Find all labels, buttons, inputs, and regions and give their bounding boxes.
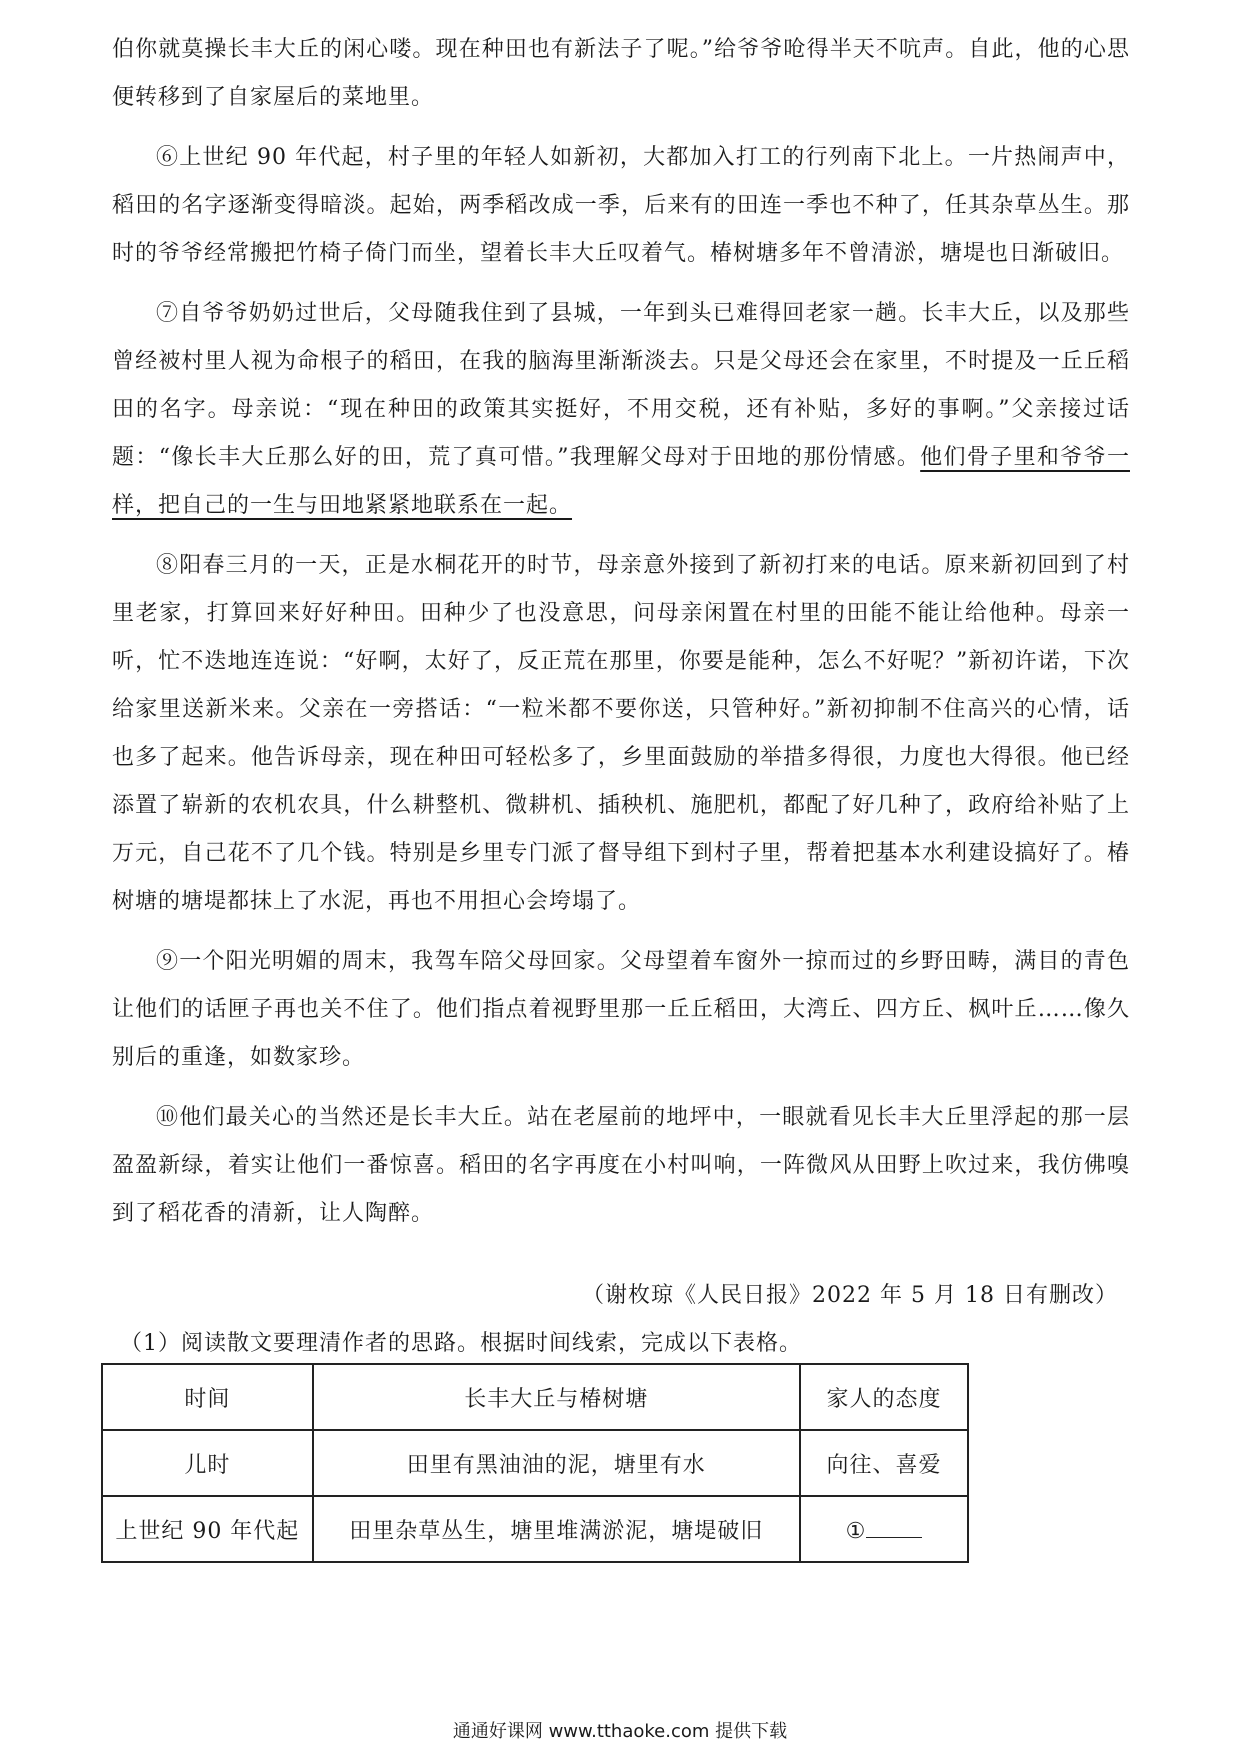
answer-blank-cell[interactable] [800, 1496, 968, 1562]
blank-line [866, 1515, 922, 1538]
paragraph-8: ⑧阳春三月的一天，正是水桐花开的时节，母亲意外接到了新初打来的电话。原来新初回到了村里老家，打算回来好好种田。田种少了也没意思，问母亲闲置在村里的田能不能让给他种。母亲一听，忙不迭地连连说：“好啊，太好了，反正荒在那里，你要是能种，怎么不好呢？”新初许诺，下次给家里送新米来。父亲在一旁搭话：“一粒米都不要你送，只管种好。”新初抑制不住高兴的心情，话也多了起来。他告诉母亲，现在种田可轻松多了，乡里面鼓励的举措多得很，力度也大得很。他已经添置了崭新的农机农具，什么耕整机、微耕机、插秧机、施肥机，都配了好几种了，政府给补贴了上万元，自己花不了几个钱。特别是乡里专门派了督导组下到村子里，帮着把基本水利建设搞好了。椿树塘的塘堤都抹上了水泥，再也不用担心会垮塌了。 [112, 553, 1130, 914]
paragraph-7 [112, 290, 1130, 530]
underlined-sentence: 他们骨子里和爷爷一样，把自己的一生与田地紧紧地联系在一起。 [112, 445, 1130, 518]
article-body [112, 26, 1130, 1250]
table-cell: 田里杂草丛生，塘里堆满淤泥，塘堤破旧 [313, 1496, 800, 1562]
table-header-cell: 家人的态度 [800, 1364, 968, 1430]
table-row [102, 1496, 968, 1562]
table-cell: 田里有黑油油的泥，塘里有水 [313, 1430, 800, 1496]
page-footer: 通通好课网 www.tthaoke.com 提供下载 [452, 1721, 788, 1742]
table-header-cell: 长丰大丘与椿树塘 [313, 1364, 800, 1430]
article-source: （谢枚琼《人民日报》2022 年 5 月 18 日有删改） [582, 1283, 1118, 1308]
blank-marker: ① [845, 1518, 867, 1544]
answer-table [101, 1363, 969, 1563]
table-cell: 儿时 [102, 1430, 313, 1496]
question-1: （1）阅读散文要理清作者的思路。根据时间线索，完成以下表格。 [120, 1331, 802, 1356]
table-header-row [102, 1364, 968, 1430]
paragraph-7-text: ⑦自爷爷奶奶过世后，父母随我住到了县城，一年到头已难得回老家一趟。长丰大丘，以及那些曾经被村里人视为命根子的稻田，在我的脑海里渐渐淡去。只是父母还会在家里，不时提及一丘丘稻田的名字。母亲说：“现在种田的政策其实挺好，不用交税，还有补贴，多好的事啊。”父亲接过话题：“像长丰大丘那么好的田，荒了真可惜。”我理解父母对于田地的那份情感。 [112, 301, 1130, 470]
table-cell: 上世纪 90 年代起 [102, 1496, 313, 1562]
table-header-cell: 时间 [102, 1364, 313, 1430]
table-row [102, 1430, 968, 1496]
paragraph-continued: 伯你就莫操长丰大丘的闲心喽。现在种田也有新法子了呢。”给爷爷呛得半天不吭声。自此，他的心思便转移到了自家屋后的菜地里。 [112, 37, 1130, 110]
table-cell: 向往、喜爱 [800, 1430, 968, 1496]
paragraph-9: ⑨一个阳光明媚的周末，我驾车陪父母回家。父母望着车窗外一掠而过的乡野田畴，满目的青色让他们的话匣子再也关不住了。他们指点着视野里那一丘丘稻田，大湾丘、四方丘、枫叶丘……像久别后的重逢，如数家珍。 [112, 949, 1130, 1070]
paragraph-10: ⑩他们最关心的当然还是长丰大丘。站在老屋前的地坪中，一眼就看见长丰大丘里浮起的那一层盈盈新绿，着实让他们一番惊喜。稻田的名字再度在小村叫响，一阵微风从田野上吹过来，我仿佛嗅到了稻花香的清新，让人陶醉。 [112, 1105, 1130, 1226]
paragraph-6: ⑥上世纪 90 年代起，村子里的年轻人如新初，大都加入打工的行列南下北上。一片热闹声中，稻田的名字逐渐变得暗淡。起始，两季稻改成一季，后来有的田连一季也不种了，任其杂草丛生。那时的爷爷经常搬把竹椅子倚门而坐，望着长丰大丘叹着气。椿树塘多年不曾清淤，塘堤也日渐破旧。 [112, 145, 1130, 266]
